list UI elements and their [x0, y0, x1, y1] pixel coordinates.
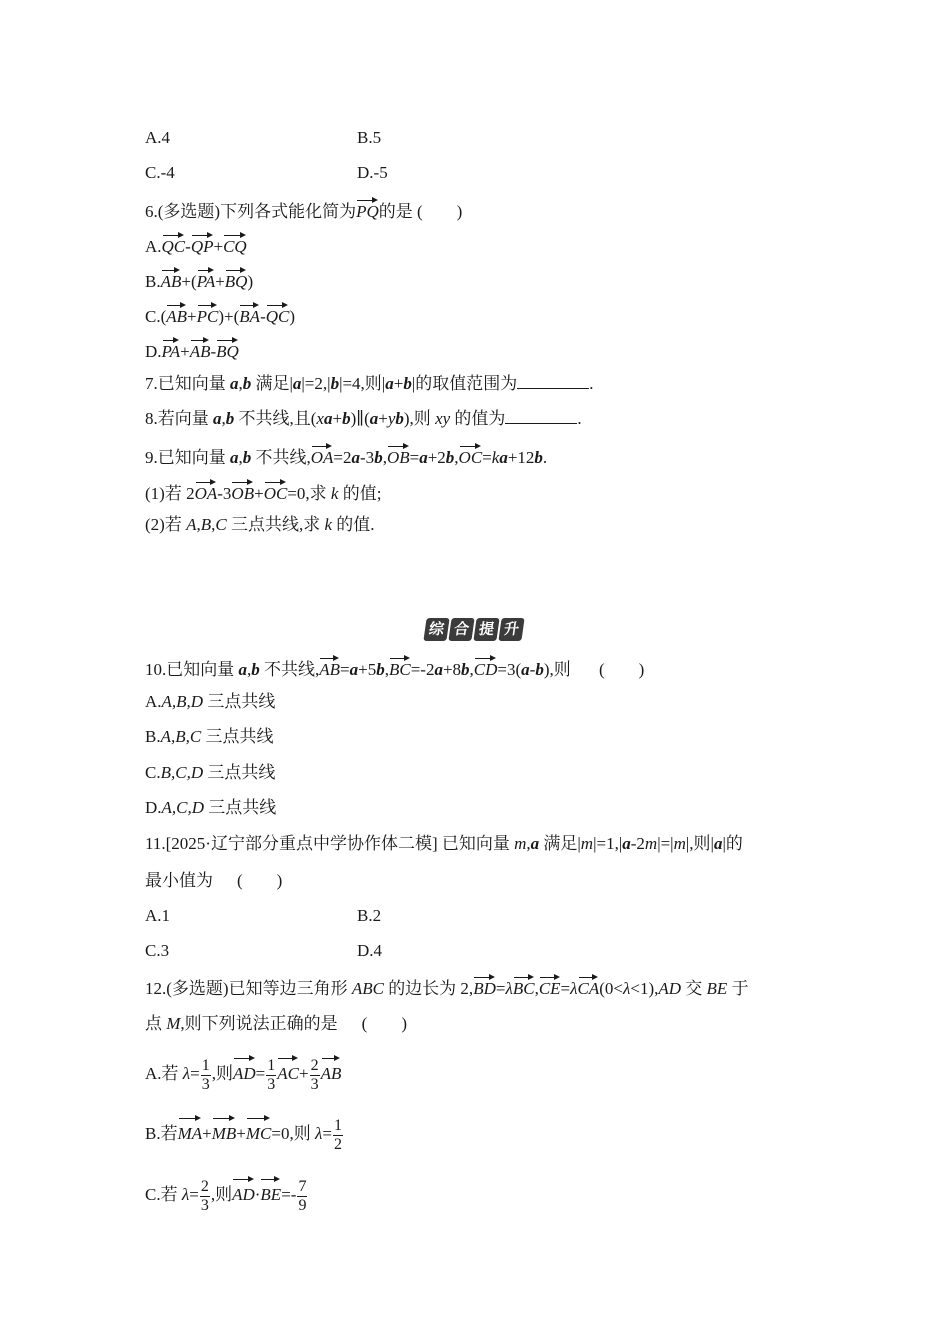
q11-stem-line2: 最小值为 ( ) [145, 871, 283, 890]
section-banner: 综 合 提 升 [425, 618, 523, 642]
q11-options-row2: C.3 D.4 [145, 941, 383, 960]
q11-options-row1: A.1 B.2 [145, 906, 382, 925]
q7-stem: 7.已知向量 a,b 满足|a|=2,|b|=4,则|a+b|的取值范围为 . [145, 374, 594, 393]
answer-blank[interactable] [517, 374, 589, 389]
q12-stem: 12.(多选题)已知等边三角形 ABC 的边长为 2,BD=λBC,CE=λCA(0<λ<1),AD 交 BE 于 [145, 974, 749, 1000]
q12-option-a: A.若 λ= $\frac{1}{3}$ ,则AD= $\frac{1}{3}$ AC+ $\frac{2}{3}$ AB [145, 1056, 342, 1093]
q10-option-b: B.A,B,C 三点共线 [145, 727, 274, 746]
q10-stem: 10.已知向量 a,b 不共线,AB=a+5b,BC=-2a+8b,CD=3(a-b),则 ( ) [145, 655, 644, 681]
q6-option-a: A.QC-QP+CQ [145, 232, 247, 258]
q6-option-b: B.AB+(PA+BQ) [145, 267, 253, 293]
q5-option-c: C.-4 [145, 163, 175, 182]
q10-option-d: D.A,C,D 三点共线 [145, 798, 277, 817]
q6-option-d: D.PA+AB-BQ [145, 337, 239, 363]
q10-option-c: C.B,C,D 三点共线 [145, 763, 276, 782]
q12-option-b: B.若MA+MB+MC=0,则 λ= $\frac{1}{2}$ [145, 1116, 342, 1153]
q10-option-a: A.A,B,D 三点共线 [145, 692, 276, 711]
q5-option-b: B.5 [357, 128, 382, 147]
q6-option-c: C.(AB+PC)+(BA-QC) [145, 302, 295, 328]
q5-options-row2 [145, 162, 388, 184]
q12-option-c: C.若 λ= $\frac{2}{3}$ ,则AD·BE=- $\frac{7}{9}$ [145, 1177, 307, 1214]
q6-stem: 6.(多选题)下列各式能化简为PQ的是 ( ) [145, 197, 462, 223]
q9-part2: (2)若 A,B,C 三点共线,求 k 的值. [145, 515, 375, 534]
q8-stem: 8.若向量 a,b 不共线,且(xa+b)∥(a+yb),则 xy 的值为 . [145, 409, 582, 428]
q9-stem: 9.已知向量 a,b 不共线,OA=2a-3b,OB=a+2b,OC=ka+12b. [145, 443, 547, 469]
q5-option-a: A.4 [145, 128, 171, 147]
vector-PQ: PQ [356, 197, 379, 223]
q12-stem-line2: 点 M,则下列说法正确的是 ( ) [145, 1014, 407, 1033]
q5-options-row1 [145, 127, 382, 149]
q11-stem: 11.[2025·辽宁部分重点中学协作体二模] 已知向量 m,a 满足|m|=1,|a-2m|=|m|,则|a|的 [145, 834, 743, 853]
answer-blank[interactable] [505, 409, 577, 424]
q5-option-d: D.-5 [357, 163, 388, 182]
q9-part1: (1)若 2OA-3OB+OC=0,求 k 的值; [145, 479, 381, 505]
